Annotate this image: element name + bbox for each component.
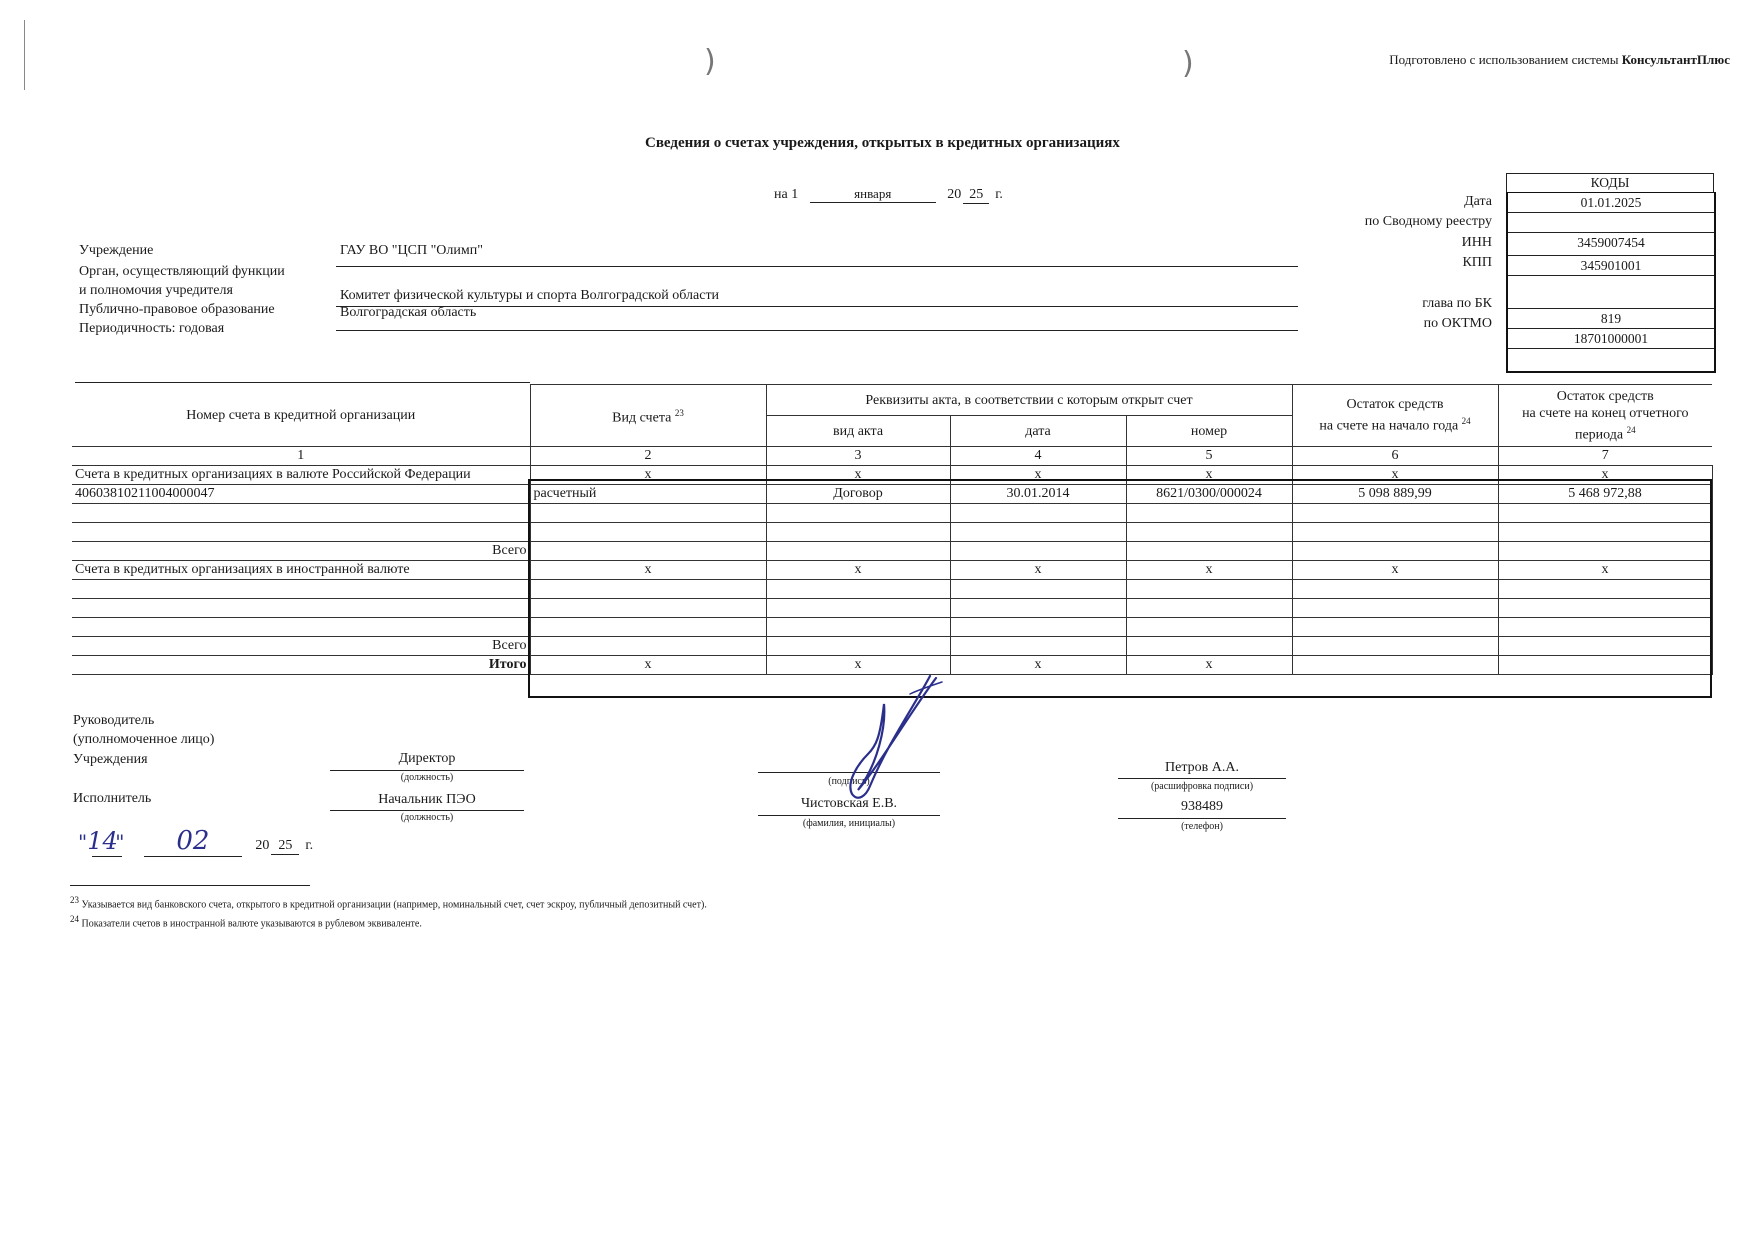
account-type: расчетный <box>530 485 766 504</box>
x-mark: x <box>1126 466 1292 485</box>
executor-name-line <box>758 815 940 816</box>
scan-mark-2: ) <box>1182 46 1194 81</box>
balance-start: 5 098 889,99 <box>1292 485 1498 504</box>
signature-date-year: 25 <box>271 838 299 855</box>
codes-header-box <box>1506 173 1714 192</box>
act-date: 30.01.2014 <box>950 485 1126 504</box>
header-act-kind: вид акта <box>766 416 950 447</box>
grand-total-label: Итого <box>72 656 530 675</box>
founder-underline <box>336 306 1298 307</box>
x-mark: x <box>530 656 766 675</box>
code-oktmo: 18701000001 <box>1508 329 1714 349</box>
col-num-4: 4 <box>950 447 1126 466</box>
executor-phone-line <box>1118 818 1286 819</box>
col-num-7: 7 <box>1498 447 1712 466</box>
x-mark: x <box>530 466 766 485</box>
executor-phone-caption: (телефон) <box>1181 821 1223 832</box>
footnote-ref-24a: 24 <box>1461 416 1471 427</box>
x-mark: x <box>950 656 1126 675</box>
header-account-type <box>530 385 766 447</box>
code-bk: 819 <box>1508 309 1714 329</box>
codes-box <box>1506 192 1716 373</box>
x-mark: x <box>766 656 950 675</box>
pub-underline <box>336 330 1298 331</box>
x-mark: x <box>1292 466 1498 485</box>
total-rub-label: Всего <box>72 542 530 561</box>
scan-margin-mark <box>24 20 25 90</box>
head-position-line <box>330 770 524 771</box>
date-year: 25 <box>963 187 989 204</box>
table-top-rule <box>75 382 530 383</box>
code-label-inn: ИНН <box>1461 235 1492 250</box>
scan-mark-1: ) <box>704 44 716 79</box>
head-position-caption: (должность) <box>400 772 454 783</box>
header-balance-end <box>1498 385 1712 447</box>
data-area-outline <box>528 479 1712 698</box>
header-account-no <box>72 385 530 447</box>
x-mark: x <box>950 466 1126 485</box>
code-label-date: Дата <box>1464 194 1492 209</box>
footnote-24-text: Показатели счетов в иностранной валюте указываются в рублевом эквиваленте. <box>81 918 422 930</box>
signature-date-day: 14 <box>87 827 118 855</box>
executor-position-line <box>330 810 524 811</box>
head-position: Директор <box>398 751 456 766</box>
balance-end: 5 468 972,88 <box>1498 485 1712 504</box>
head-label-2: (уполномоченное лицо) <box>73 732 215 747</box>
date-close-quote: " <box>115 830 125 854</box>
section-fx-label: Счета в кредитных организациях в иностранной валюте <box>72 561 530 580</box>
header-balance-end-2: на счете на конец отчетного <box>1522 405 1689 421</box>
executor-name-caption: (фамилия, инициалы) <box>802 818 896 829</box>
founder-label-2: и полномочия учредителя <box>79 283 233 298</box>
document-title: Сведения о счетах учреждения, открытых в кредитных организациях <box>645 135 1120 151</box>
head-name: Петров А.А. <box>1165 760 1239 775</box>
date-suffix: г. <box>995 187 1003 202</box>
x-mark: x <box>766 466 950 485</box>
header-account-no-text: Номер счета в кредитной организации <box>186 407 416 423</box>
header-account-type-text: Вид счета <box>612 410 672 426</box>
x-mark: x <box>1126 656 1292 675</box>
footnote-ref-24b: 24 <box>1626 424 1636 435</box>
col-num-3: 3 <box>766 447 950 466</box>
col-num-2: 2 <box>530 447 766 466</box>
x-mark: x <box>1498 466 1712 485</box>
pub-value: Волгоградская область <box>340 305 477 320</box>
account-number: 40603810211004000047 <box>72 485 530 504</box>
header-balance-start-2: на счете на начало года <box>1319 418 1459 434</box>
consultant-brand: КонсультантПлюс <box>1621 52 1730 67</box>
code-label-registry: по Сводному реестру <box>1364 214 1492 229</box>
consultant-note-prefix: Подготовлено с использованием системы <box>1389 52 1622 67</box>
col-num-5: 5 <box>1126 447 1292 466</box>
head-signature-caption: (подпись) <box>828 776 870 787</box>
section-rub-label: Счета в кредитных организациях в валюте Российской Федерации <box>72 466 530 485</box>
signature-date <box>78 826 313 857</box>
institution-label: Учреждение <box>79 243 154 258</box>
col-num-1: 1 <box>72 447 530 466</box>
date-month: января <box>810 186 936 203</box>
footnote-23 <box>70 895 707 910</box>
pub-label: Публично-правовое образование <box>79 302 275 317</box>
executor-phone: 938489 <box>1181 799 1223 814</box>
code-label-bk: глава по БК <box>1422 296 1492 311</box>
x-mark: x <box>766 561 950 580</box>
code-date: 01.01.2025 <box>1508 193 1714 213</box>
header-act-date: дата <box>950 416 1126 447</box>
footnote-24-num: 24 <box>70 914 79 924</box>
code-registry <box>1508 213 1714 233</box>
code-inn: 3459007454 <box>1508 233 1714 256</box>
periodicity: Периодичность: годовая <box>79 321 225 336</box>
act-kind: Договор <box>766 485 950 504</box>
x-mark: x <box>1498 561 1712 580</box>
code-empty-2 <box>1508 349 1714 371</box>
head-label-1: Руководитель <box>73 713 155 728</box>
head-name-line <box>1118 778 1286 779</box>
footnote-24 <box>70 914 422 929</box>
code-kpp: 345901001 <box>1508 256 1714 276</box>
header-act-group-text: Реквизиты акта, в соответствии с которым открыт счет <box>865 392 1193 408</box>
x-mark: x <box>1292 561 1498 580</box>
signature-date-suffix: г. <box>305 838 314 853</box>
date-line <box>774 186 1003 204</box>
header-balance-start <box>1292 385 1498 447</box>
executor-name: Чистовская Е.В. <box>800 796 898 811</box>
header-act-group <box>766 385 1292 416</box>
header-balance-start-1: Остаток средств <box>1346 397 1444 413</box>
founder-value: Комитет физической культуры и спорта Волгоградской области <box>340 288 720 303</box>
header-balance-end-3: периода <box>1574 427 1624 443</box>
head-name-caption: (расшифровка подписи) <box>1150 781 1254 792</box>
date-year-prefix: 20 <box>947 187 962 202</box>
head-label-3: Учреждения <box>73 752 148 767</box>
executor-position-caption: (должность) <box>400 812 454 823</box>
institution-underline <box>336 266 1298 267</box>
signature-date-year-prefix: 20 <box>255 838 270 853</box>
signature-date-month: 02 <box>144 826 242 857</box>
footnote-ref-23: 23 <box>674 407 684 418</box>
codes-header: КОДЫ <box>1590 175 1630 190</box>
x-mark: x <box>950 561 1126 580</box>
footnote-23-text: Указывается вид банковского счета, открытого в кредитной организации (например, номинальный счет, счет эскроу, публичный депозитный счет). <box>81 899 707 911</box>
header-act-number: номер <box>1126 416 1292 447</box>
executor-position: Начальник ПЭО <box>378 792 476 807</box>
total-fx-label: Всего <box>72 637 530 656</box>
x-mark: x <box>530 561 766 580</box>
institution-value: ГАУ ВО "ЦСП "Олимп" <box>340 243 483 258</box>
footnote-separator <box>70 885 310 886</box>
code-label-oktmo: по ОКТМО <box>1423 316 1492 331</box>
header-balance-end-1: Остаток средств <box>1556 388 1654 404</box>
col-num-6: 6 <box>1292 447 1498 466</box>
consultant-note <box>1389 52 1730 68</box>
act-number: 8621/0300/000024 <box>1126 485 1292 504</box>
executor-label: Исполнитель <box>73 791 152 806</box>
footnote-23-num: 23 <box>70 895 79 905</box>
date-prefix: на 1 <box>774 187 799 202</box>
code-empty-1 <box>1508 276 1714 309</box>
date-open-quote: " <box>78 830 88 854</box>
x-mark: x <box>1126 561 1292 580</box>
date-day-line <box>92 856 122 857</box>
code-label-kpp: КПП <box>1462 255 1492 270</box>
handwritten-signature <box>818 668 948 808</box>
founder-label-1: Орган, осуществляющий функции <box>79 264 285 279</box>
